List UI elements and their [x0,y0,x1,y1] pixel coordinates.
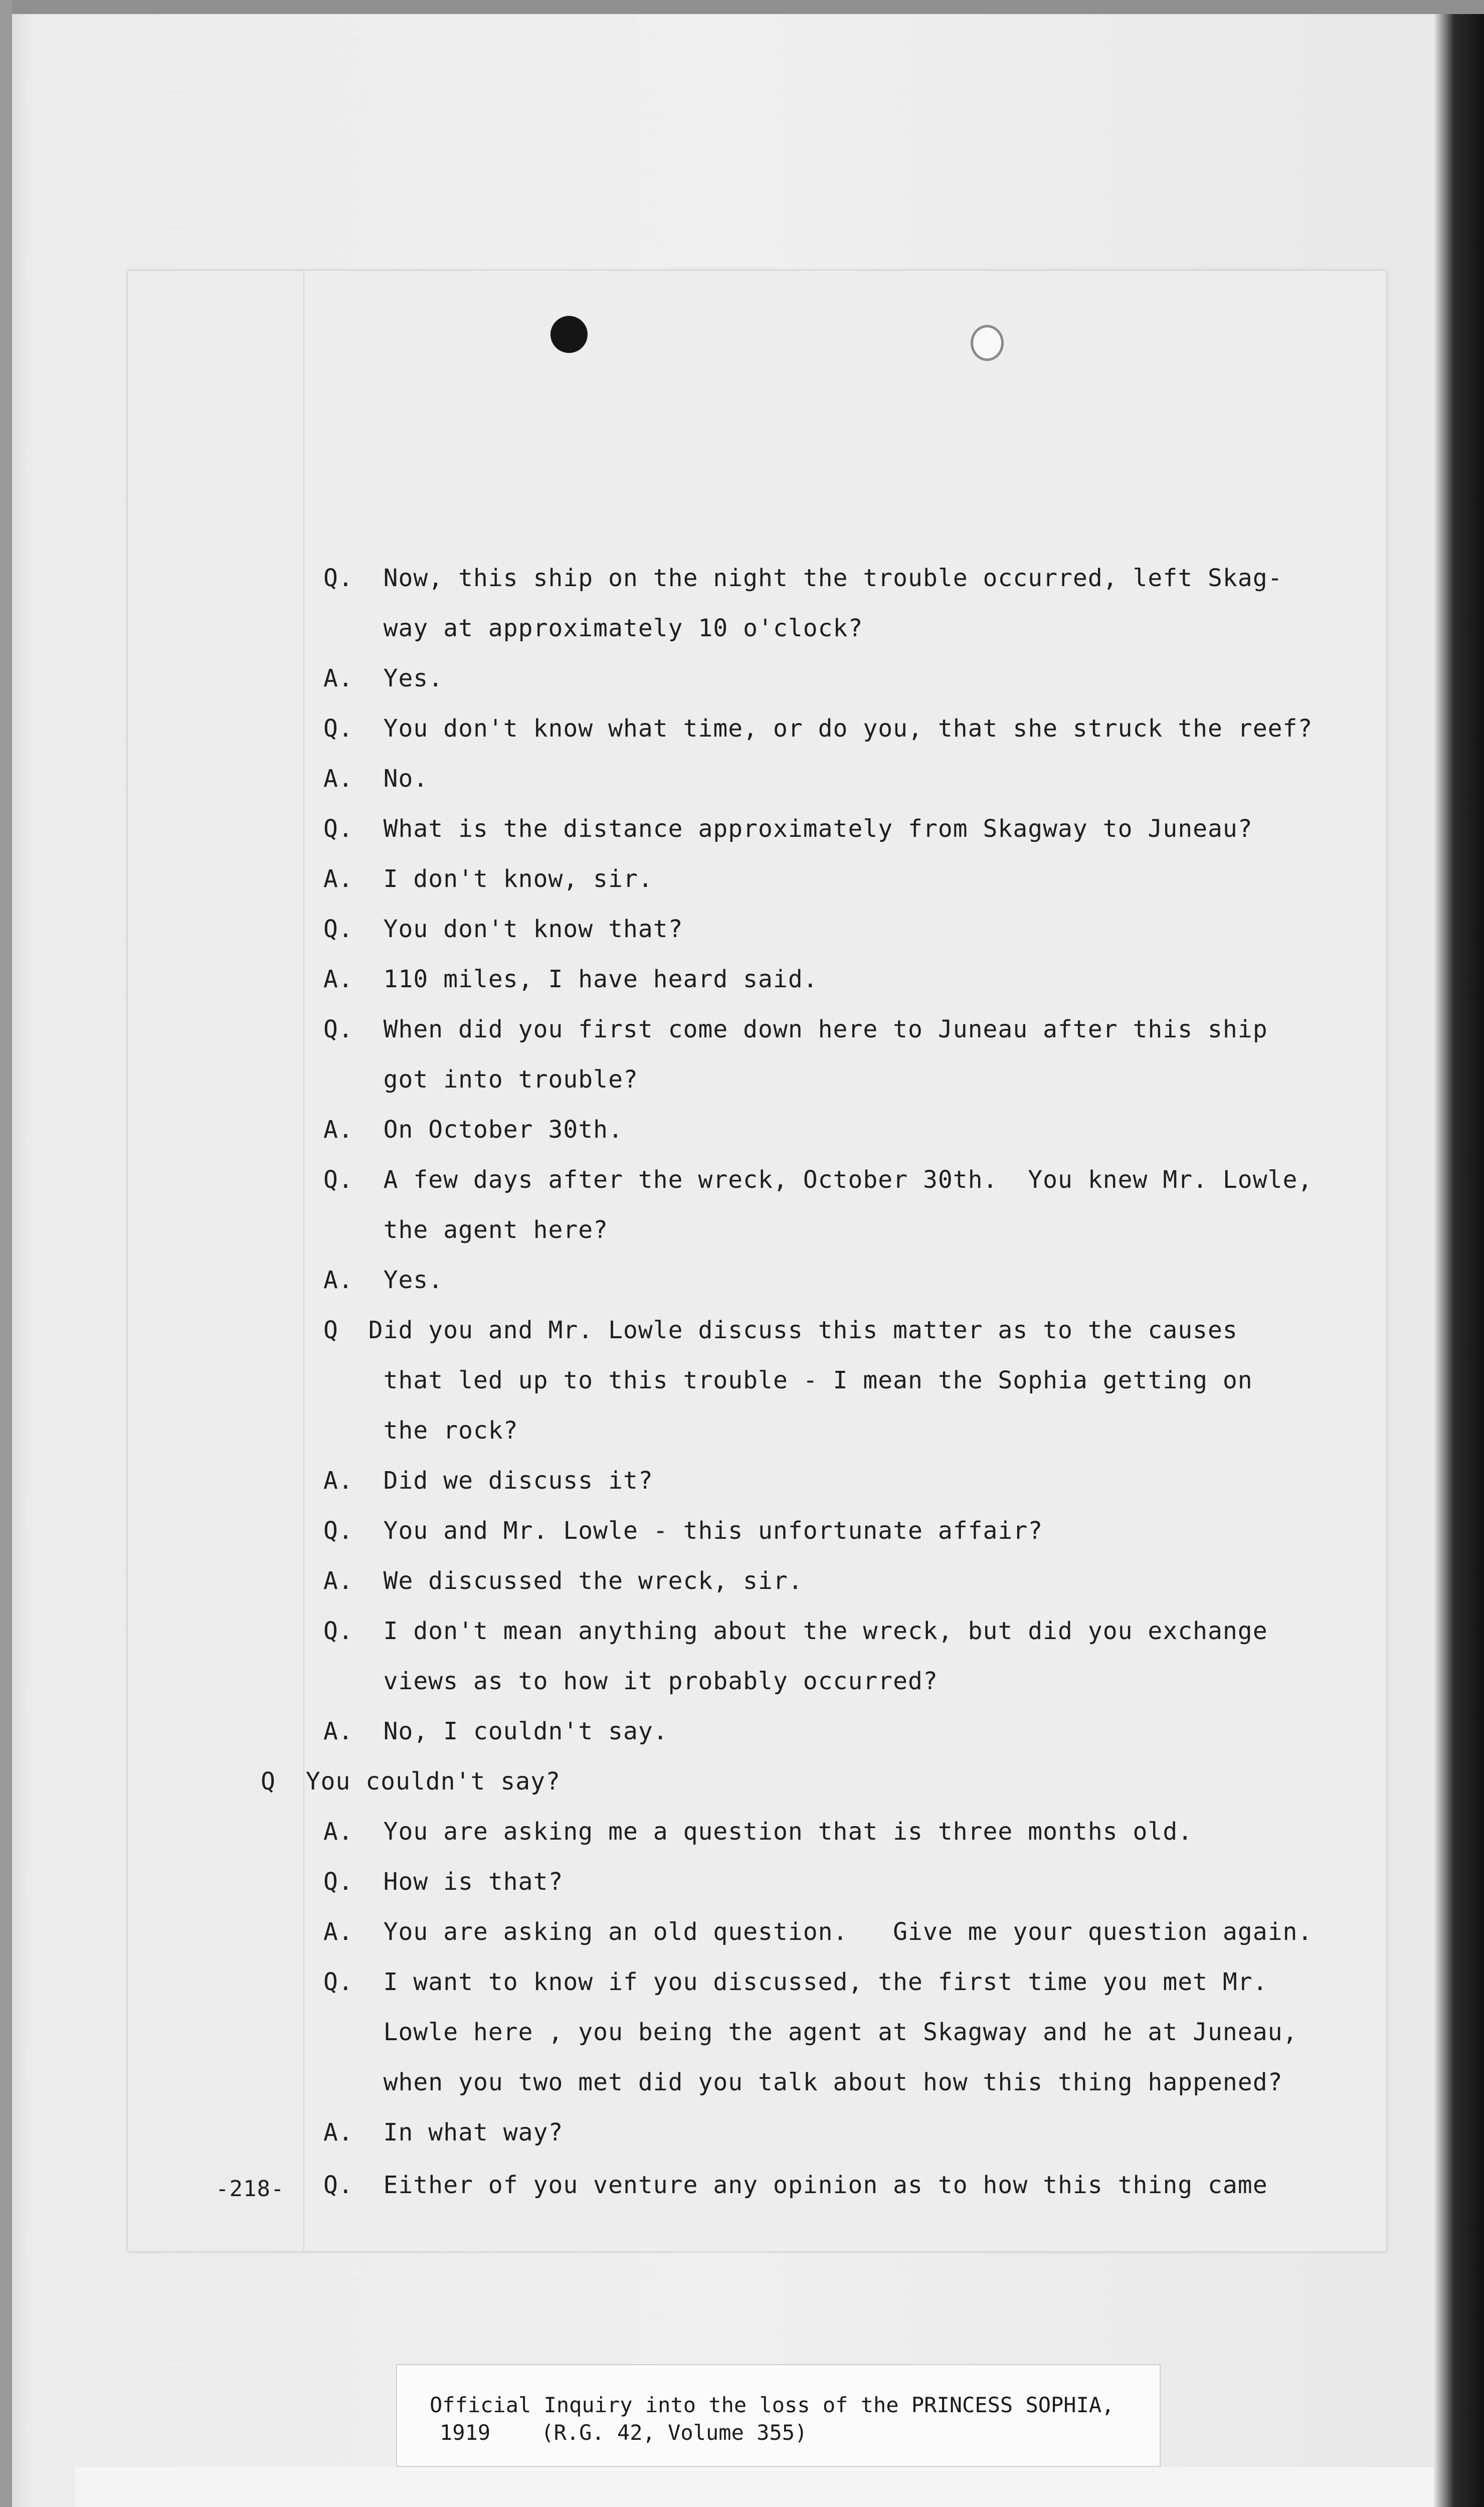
transcript-line: Q Did you and Mr. Lowle discuss this matter as to the causes [323,1316,1238,1344]
transcript-line: Q. When did you first come down here to Juneau after this ship [323,1015,1268,1043]
transcript-line: Q. You and Mr. Lowle - this unfortunate affair? [323,1517,1043,1545]
transcript-line: A. You are asking me a question that is three months old. [323,1818,1193,1846]
transcript-line: A. You are asking an old question. Give me your question again. [323,1918,1313,1946]
transcript-line: A. Yes. [323,1266,444,1294]
transcript-line: Q. What is the distance approximately from Skagway to Juneau? [323,815,1253,843]
transcript-line: A. Yes. [323,664,444,692]
transcript-line: A. In what way? [323,2118,564,2146]
transcript-line: A. I don't know, sir. [323,865,653,893]
transcript-line: Q. I don't mean anything about the wreck, but did you exchange [323,1617,1268,1645]
transcript-line: A. No, I couldn't say. [323,1717,668,1745]
label-line-1: Official Inquiry into the loss of the PRINCESS SOPHIA, [430,2393,1115,2417]
transcript-line: Q. Either of you venture any opinion as to how this thing came [323,2171,1268,2199]
transcript-line: Lowle here , you being the agent at Skagway and he at Juneau, [323,2018,1298,2046]
transcript-line: A. No. [323,765,429,793]
label-line-2: 1919 (R.G. 42, Volume 355) [440,2420,808,2445]
transcript-line: Q. You don't know what time, or do you, that she struck the reef? [323,714,1313,743]
transcript-line: when you two met did you talk about how this thing happened? [323,2068,1283,2096]
transcript-line: the agent here? [323,1216,609,1244]
transcript-line: A. 110 miles, I have heard said. [323,965,818,993]
transcript-line: A. On October 30th. [323,1116,623,1144]
transcript-line: Q You couldn't say? [261,1767,561,1796]
collection-label [396,2364,1161,2467]
transcript-line: Q. I want to know if you discussed, the first time you met Mr. [323,1968,1268,1996]
transcript-line: views as to how it probably occurred? [323,1667,938,1695]
transcript-line: the rock? [323,1416,518,1445]
page-number: -218- [216,2176,285,2202]
archives-stamp-panel [75,2467,1434,2507]
transcript-line: Q. A few days after the wreck, October 30th. You knew Mr. Lowle, [323,1166,1313,1194]
transcript-line: that led up to this trouble - I mean the Sophia getting on [323,1366,1253,1394]
transcript-line: got into trouble? [323,1065,638,1094]
transcript-line: way at approximately 10 o'clock? [323,614,863,642]
transcript-line: A. We discussed the wreck, sir. [323,1567,803,1595]
transcript-line: A. Did we discuss it? [323,1467,653,1495]
transcript-line: Q. Now, this ship on the night the trouble occurred, left Skag- [323,564,1283,592]
transcript-line: Q. How is that? [323,1868,564,1896]
transcript-line: Q. You don't know that? [323,915,683,943]
